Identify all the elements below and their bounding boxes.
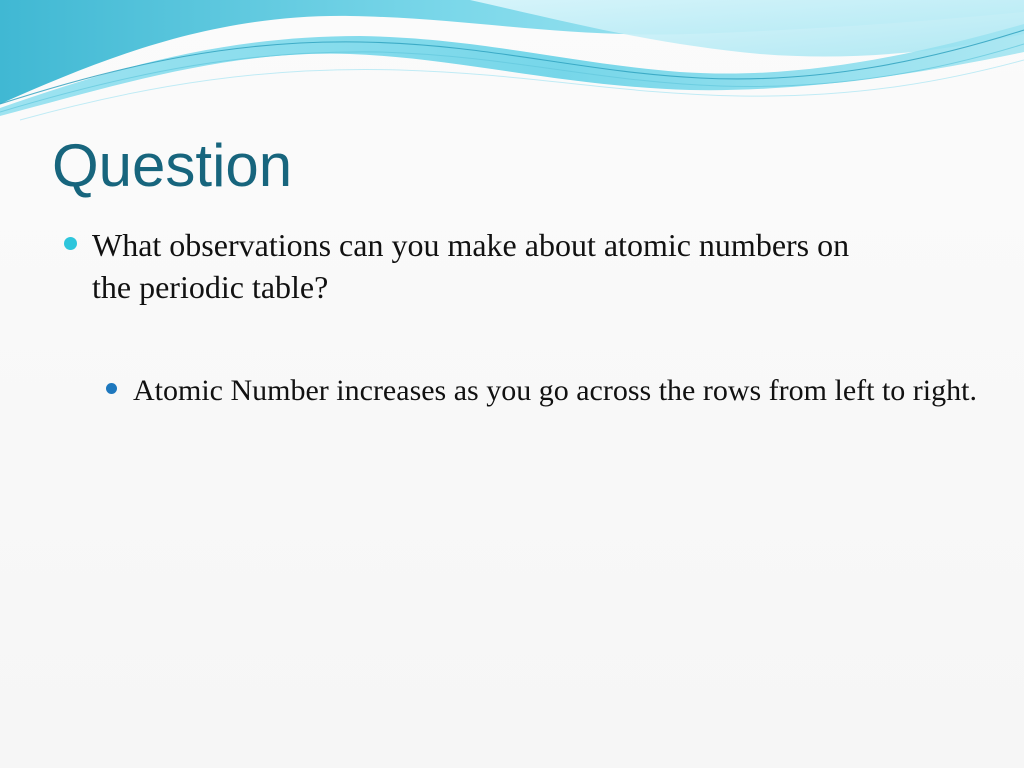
bullet-level-1-text: What observations can you make about atomic numbers on the periodic table? <box>92 227 850 305</box>
wave-header-decoration <box>0 0 1024 130</box>
bullet-level-1-marker <box>64 237 77 250</box>
bullet-level-2-text: Atomic Number increases as you go across the rows from left to right. <box>133 374 977 407</box>
bullet-level-2-marker <box>106 383 117 394</box>
slide-title: Question <box>52 132 293 199</box>
